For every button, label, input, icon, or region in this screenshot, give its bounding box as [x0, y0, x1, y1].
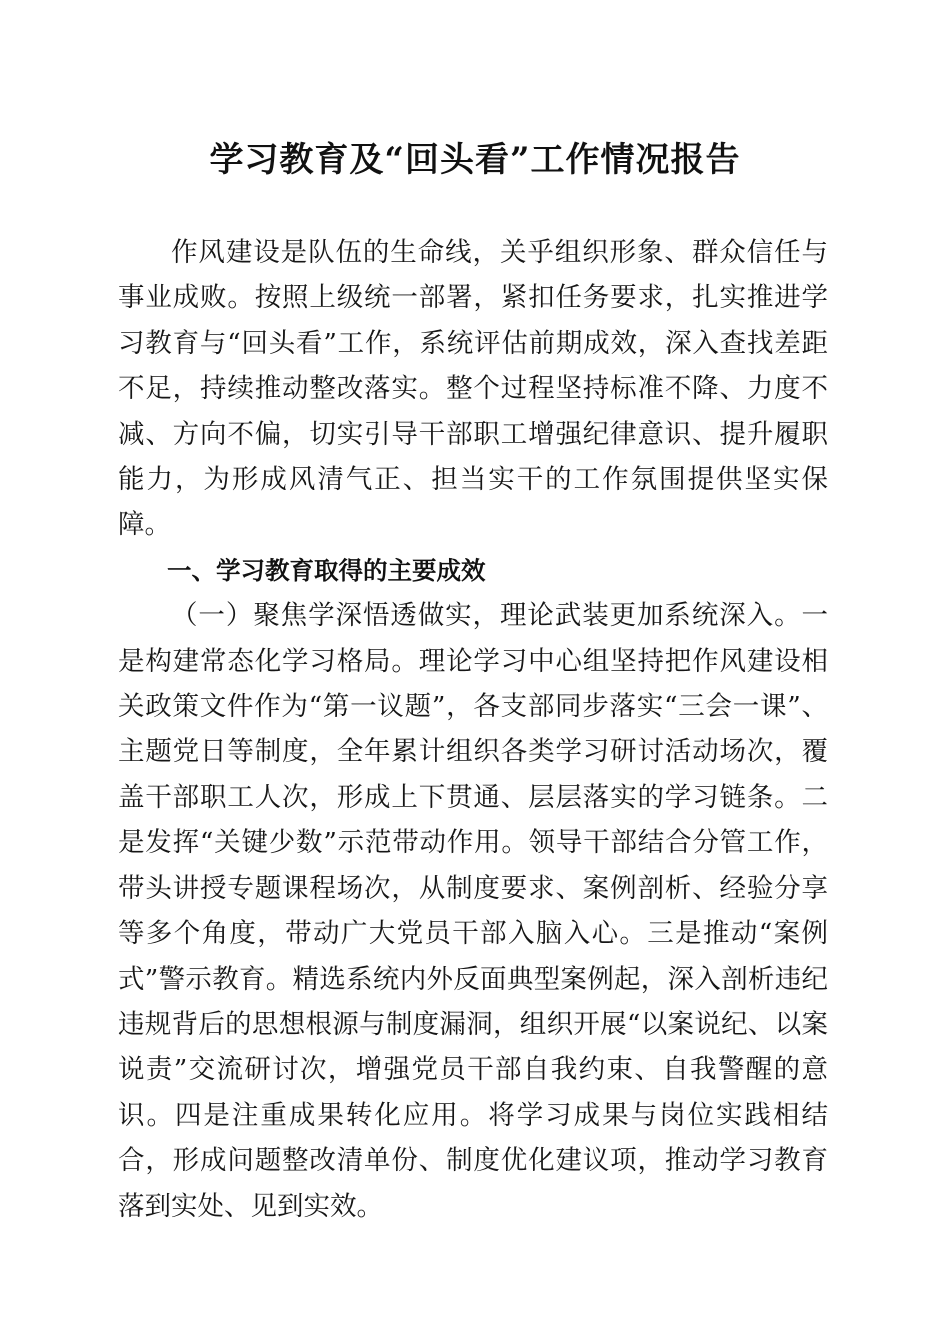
section-1-heading: 一、学习教育取得的主要成效: [167, 555, 486, 585]
document-body: [118, 230, 828, 1229]
document-title: 学习教育及“回头看”工作情况报告: [209, 140, 741, 180]
section-1-paragraph-1: （一）聚焦学深悟透做实，理论武装更加系统深入。一是构建常态化学习格局。理论学习中心组坚持把作风建设相关政策文件作为“第一议题”，各支部同步落实“三会一课”、主题党日等制度，全年累计组织各类学习研讨活动场次，覆盖干部职工人次，形成上下贯通、层层落实的学习链条。二是发挥“关键少数”示范带动作用。领导干部结合分管工作，带头讲授专题课程场次，从制度要求、案例剖析、经验分享等多个角度，带动广大党员干部入脑入心。三是推动“案例式”警示教育。精选系统内外反面典型案例起，深入剖析违纪违规背后的思想根源与制度漏洞，组织开展“以案说纪、以案说责”交流研讨次，增强党员干部自我约束、自我警醒的意识。四是注重成果转化应用。将学习成果与岗位实践相结合，形成问题整改清单份、制度优化建议项，推动学习教育落到实处、见到实效。: [118, 600, 828, 1222]
intro-paragraph: 作风建设是队伍的生命线，关乎组织形象、群众信任与事业成败。按照上级统一部署，紧扣任务要求，扎实推进学习教育与“回头看”工作，系统评估前期成效，深入查找差距不足，持续推动整改落实。整个过程坚持标准不降、力度不减、方向不偏，切实引导干部职工增强纪律意识、提升履职能力，为形成风清气正、担当实干的工作氛围提供坚实保障。: [118, 237, 828, 541]
